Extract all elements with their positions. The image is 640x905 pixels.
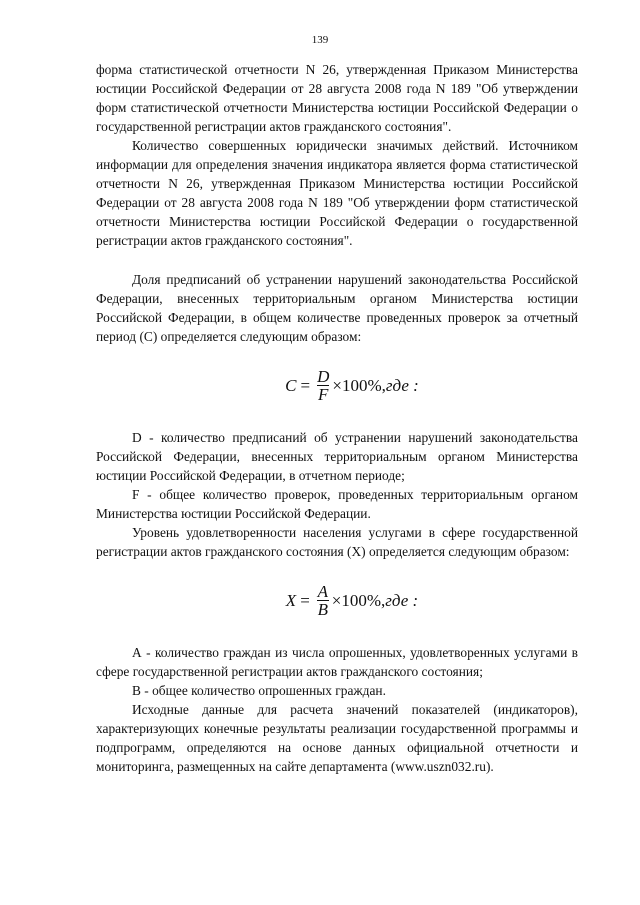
paragraph-p6: Уровень удовлетворенности населения услугами в сфере государственной регистрации актов гражданского состояния (X) определяется следующим образом:: [96, 525, 578, 559]
paragraph-p8: В - общее количество опрошенных граждан.: [132, 683, 386, 698]
paragraph-p2: Количество совершенных юридически значимых действий. Источником информации для определения значения индикатора является форма статистической отчетности N 26, утвержденная Приказом Министерства юстиции Российской Федерации от 28 августа 2008 года N 189 "Об утверждении форм статистической отчетности Министерства юстиции Российской Федерации о государственной регистрации актов гражданского состояния".: [96, 138, 578, 248]
formula-x-denominator: B: [317, 599, 328, 619]
formula-c: [96, 358, 578, 412]
formula-c-times: ×: [332, 375, 342, 395]
formula-x-percent: 100%,: [341, 590, 386, 610]
formula-c-percent: 100%,: [341, 375, 386, 395]
formula-c-fraction: [317, 368, 329, 403]
formula-x-where: где :: [385, 590, 419, 610]
formula-x-lhs: X: [285, 590, 297, 610]
formula-c-denominator: F: [318, 384, 329, 404]
formula-x: [96, 573, 578, 627]
page-number: 139: [311, 34, 329, 46]
paragraph-p7: А - количество граждан из числа опрошенных, удовлетворенных услугами в сфере государственной регистрации актов гражданского состояния;: [96, 645, 578, 679]
paragraph-p9: Исходные данные для расчета значений показателей (индикаторов), характеризующих конечные результаты реализации государственной программы и подпрограмм, определяются на основе данных официальной отчетности и мониторинга, размещенных на сайте департамента (www.uszn032.ru).: [96, 702, 578, 774]
formula-c-where: где :: [385, 375, 419, 395]
formula-x-fraction: [317, 583, 329, 618]
paragraph-p5: F - общее количество проверок, проведенных территориальным органом Министерства юстиции Российской Федерации.: [96, 487, 578, 521]
paragraph-p1: форма статистической отчетности N 26, утвержденная Приказом Министерства юстиции Российской Федерации от 28 августа 2008 года N 189 "Об утверждении форм статистической отчетности Министерства юстиции Российской Федерации о государственной регистрации актов гражданского состояния".: [96, 62, 578, 134]
paragraph-p3: Доля предписаний об устранении нарушений законодательства Российской Федерации, внесенных территориальным органом Министерства юстиции Российской Федерации, в общем количестве проведенных проверок за отчетный период (С) определяется следующим образом:: [96, 272, 578, 344]
formula-x-equals: =: [300, 590, 310, 610]
formula-x-numerator: A: [317, 581, 328, 601]
formula-c-equals: =: [300, 375, 311, 395]
paragraph-p4: D - количество предписаний об устранении нарушений законодательства Российской Федерации, внесенных территориальным органом Министерства юстиции Российской Федерации, в отчетном периоде;: [96, 430, 578, 483]
formula-x-times: ×: [331, 590, 342, 610]
formula-c-numerator: D: [317, 366, 330, 386]
formula-c-lhs: C: [285, 375, 297, 395]
document-body: [96, 60, 578, 776]
